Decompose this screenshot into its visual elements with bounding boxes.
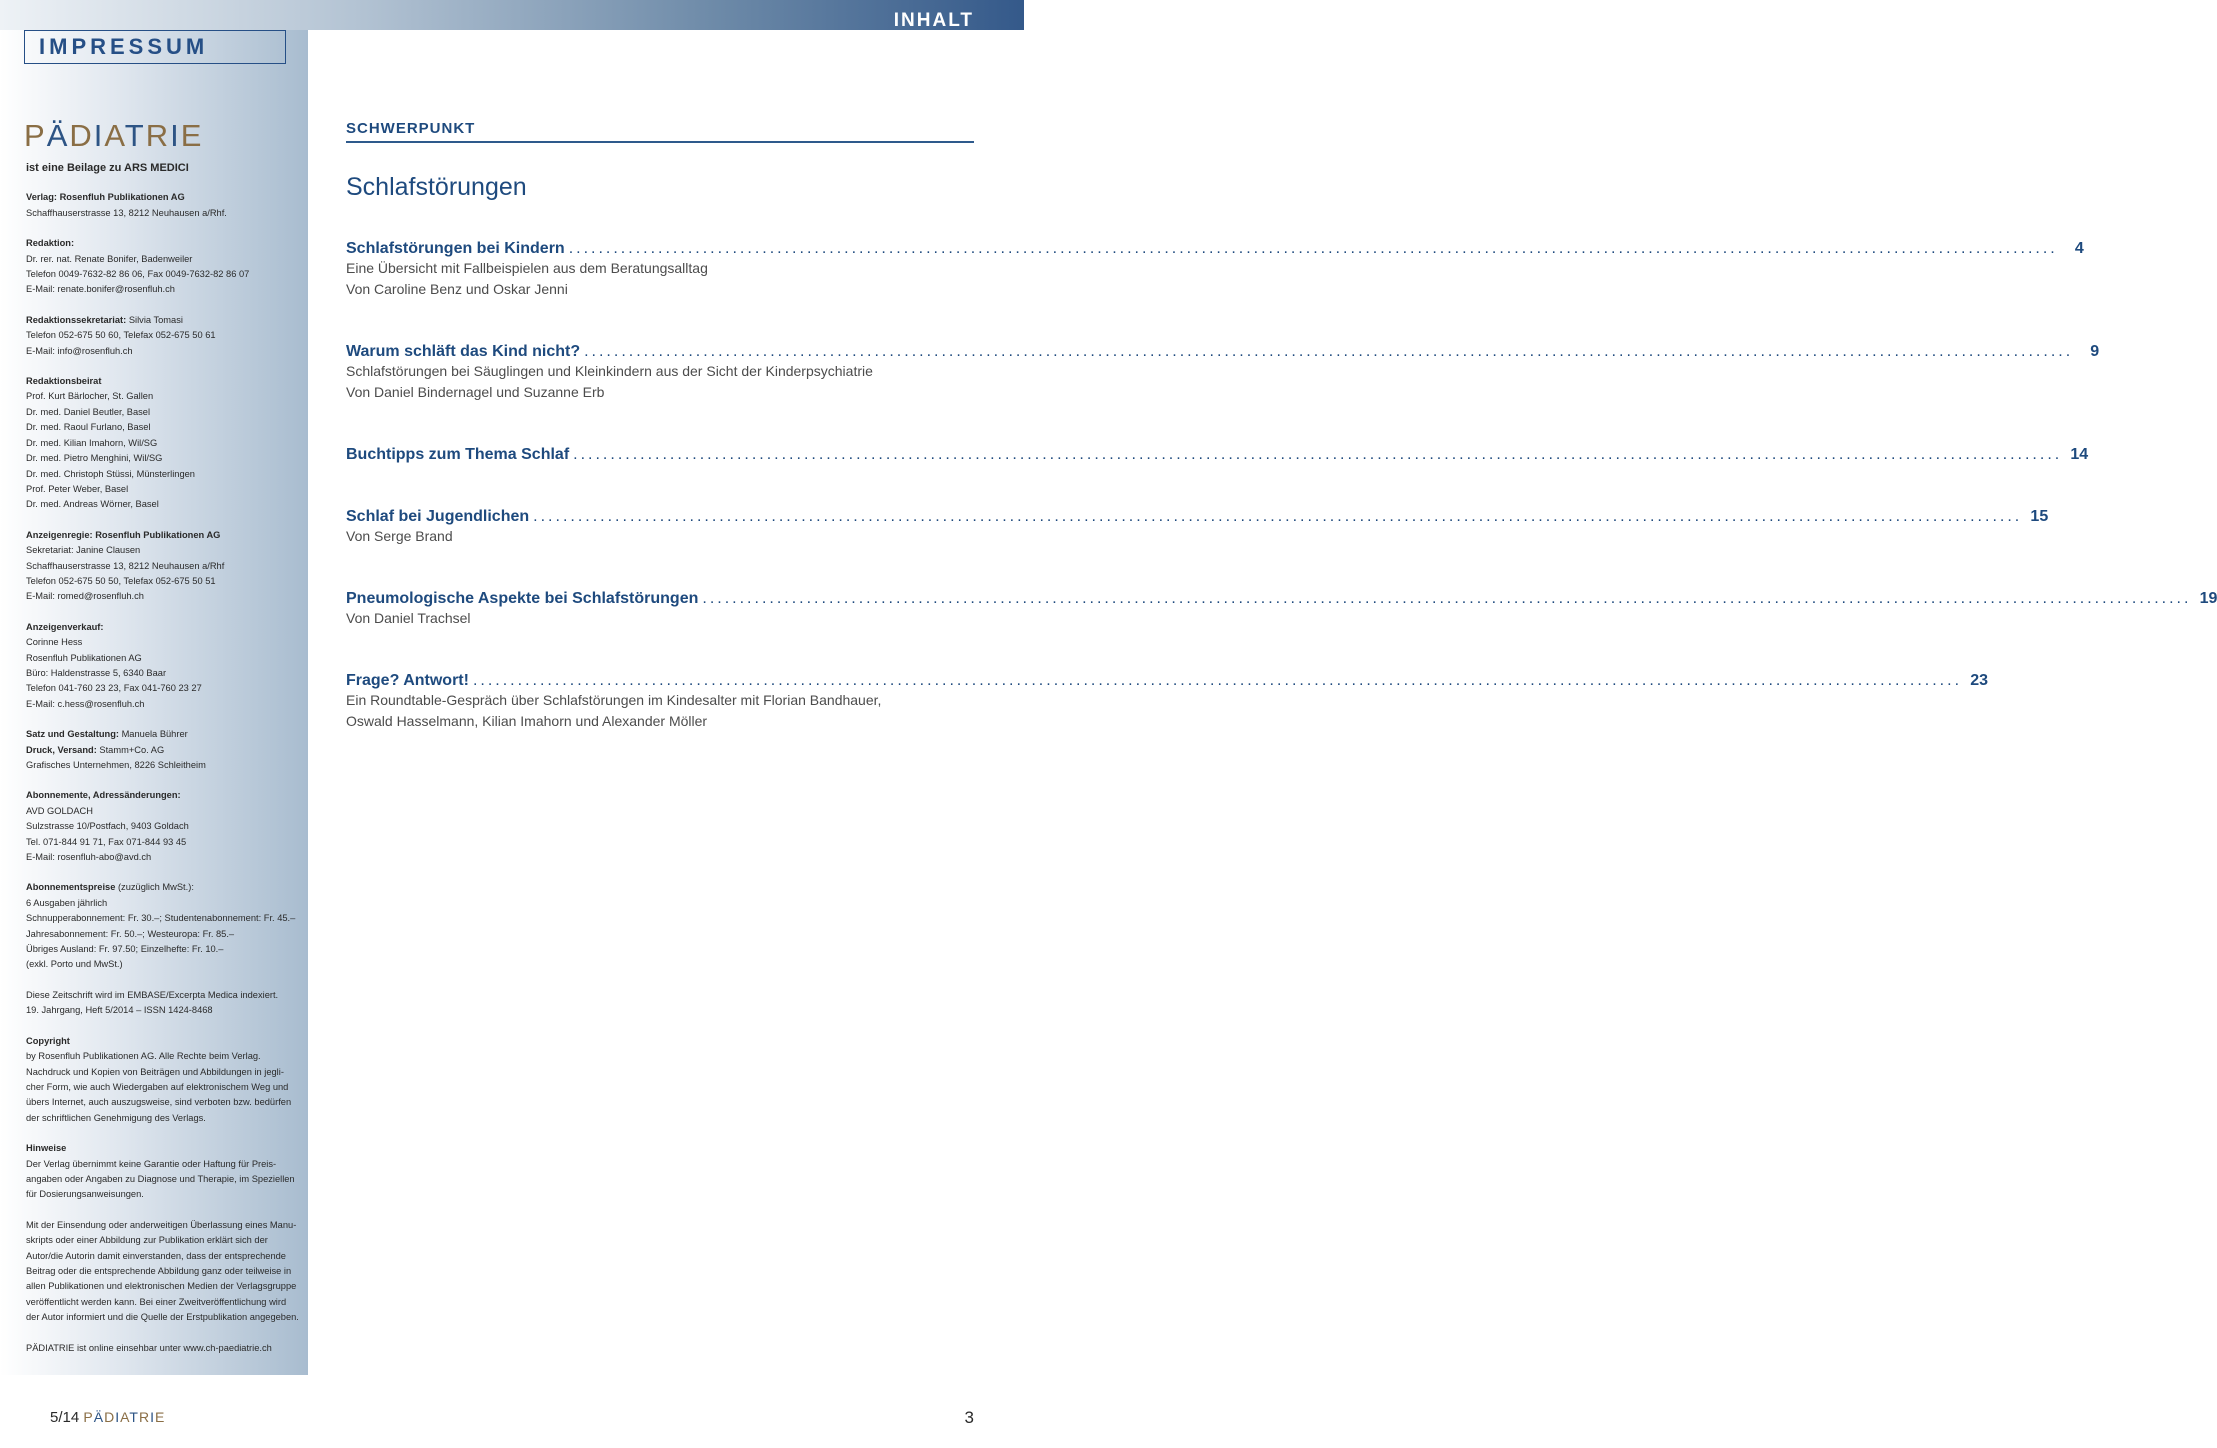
footer-logo [83, 1409, 165, 1425]
impressum-line: der Autor informiert und die Quelle der Erstpublikation angegeben. [26, 1312, 299, 1323]
toc-title-row [346, 508, 2049, 526]
toc-title: Pneumologische Aspekte bei Schlafstörungen [346, 590, 699, 607]
toc-description: Von Caroline Benz und Oskar Jenni [346, 281, 568, 297]
impressum-line: Autor/die Autorin damit einverstanden, dass der entsprechende [26, 1250, 286, 1261]
main-content [346, 120, 2217, 775]
impressum-line: übers Internet, auch auszugsweise, sind verboten bzw. bedürfen [26, 1097, 292, 1108]
impressum-line: Dr. med. Andreas Wörner, Basel [26, 499, 159, 510]
impressum-line: E-Mail: romed@rosenfluh.ch [26, 591, 144, 602]
impressum-line: by Rosenfluh Publikationen AG. Alle Rechte beim Verlag. [26, 1051, 261, 1062]
toc-entry[interactable] [346, 343, 2100, 446]
toc-title-row [346, 343, 2100, 361]
impressum-block [26, 1218, 306, 1326]
impressum-line: Redaktion: [26, 238, 75, 249]
impressum-line: 19. Jahrgang, Heft 5/2014 – ISSN 1424-8468 [26, 1005, 213, 1016]
logo-letter: Ä [46, 118, 70, 153]
impressum-line: (exkl. Porto und MwSt.) [26, 959, 123, 970]
impressum-line: E-Mail: rosenfluh-abo@avd.ch [26, 852, 152, 863]
logo-letter: P [24, 118, 47, 153]
impressum-line: Verlag: Rosenfluh Publikationen AG [26, 192, 185, 203]
toc-title-row [346, 240, 2084, 258]
toc-description: Von Daniel Trachsel [346, 610, 471, 626]
impressum-line: Abonnementspreise (zuzüglich MwSt.): [26, 882, 194, 893]
impressum-line: PÄDIATRIE ist online einsehbar unter www.ch-paediatrie.ch [26, 1342, 272, 1353]
impressum-line: Beitrag oder die entsprechende Abbildung ganz oder teilweise in [26, 1265, 292, 1276]
toc-entry[interactable] [346, 508, 2049, 590]
logo-letter: R [138, 1409, 151, 1425]
logo-letter: A [104, 118, 125, 153]
table-of-contents [346, 240, 2217, 775]
logo-letter: P [83, 1409, 94, 1425]
logo-letter: E [154, 1409, 166, 1425]
logo-letter: D [69, 118, 94, 153]
toc-entry[interactable] [346, 672, 1989, 775]
impressum-line: allen Publikationen und elektronischen Medien der Verlagsgruppe [26, 1281, 297, 1292]
impressum-line: Druck, Versand: Stamm+Co. AG [26, 744, 165, 755]
impressum-block [26, 236, 306, 298]
impressum-line: Dr. med. Christoph Stüssi, Münsterlingen [26, 468, 195, 479]
impressum-block [26, 313, 306, 359]
impressum-blocks [26, 190, 306, 1356]
toc-title-row [346, 446, 2089, 464]
impressum-line: Rosenfluh Publikationen AG [26, 652, 142, 663]
logo-letter: I [115, 1409, 121, 1425]
impressum-line: Büro: Haldenstrasse 5, 6340 Baar [26, 667, 167, 678]
toc-description: Eine Übersicht mit Fallbeispielen aus dem Beratungsalltag [346, 260, 708, 276]
impressum-line: Diese Zeitschrift wird im EMBASE/Excerpta Medica indexiert. [26, 989, 279, 1000]
toc-title-row [346, 672, 1989, 690]
section-label: INHALT [893, 10, 974, 31]
toc-leader-dots: ........................................................................................................................................................................................................ [568, 240, 2058, 257]
toc-leader-dots: ........................................................................................................................................................................................................ [472, 672, 1963, 689]
logo-letter: R [145, 118, 171, 153]
impressum-line: Mit der Einsendung oder anderweitigen Überlassung eines Manu- [26, 1219, 297, 1230]
toc-description: Oswald Hasselmann, Kilian Imahorn und Alexander Möller [346, 713, 708, 729]
impressum-heading: IMPRESSUM [24, 30, 286, 64]
impressum-line: E-Mail: c.hess@rosenfluh.ch [26, 698, 145, 709]
impressum-block [26, 620, 306, 712]
impressum-block [26, 1341, 306, 1356]
impressum-text [26, 161, 306, 1371]
impressum-line: Schaffhauserstrasse 13, 8212 Neuhausen a/Rhf [26, 560, 225, 571]
impressum-line: angaben oder Angaben zu Diagnose und Therapie, im Speziellen [26, 1173, 295, 1184]
toc-description: Ein Roundtable-Gespräch über Schlafstörungen im Kindesalter mit Florian Bandhauer, [346, 692, 882, 708]
toc-leader-dots: ........................................................................................................................................................................................................ [584, 343, 2074, 360]
logo-letter: D [104, 1409, 116, 1425]
impressum-line: Dr. med. Kilian Imahorn, Wil/SG [26, 437, 158, 448]
impressum-line: Telefon 041-760 23 23, Fax 041-760 23 27 [26, 683, 202, 694]
header-bar [0, 0, 1024, 30]
impressum-line: Corinne Hess [26, 637, 83, 648]
logo-letter: I [170, 118, 181, 153]
toc-page-number: 14 [2070, 446, 2089, 463]
toc-leader-dots: ........................................................................................................................................................................................................ [533, 508, 2023, 525]
impressum-line: E-Mail: info@rosenfluh.ch [26, 345, 133, 356]
impressum-line: veröffentlicht werden kann. Bei einer Zweitveröffentlichung wird [26, 1296, 287, 1307]
impressum-line: Sekretariat: Janine Clausen [26, 545, 141, 556]
toc-leader-dots: ........................................................................................................................................................................................................ [573, 446, 2063, 463]
impressum-line: Abonnemente, Adressänderungen: [26, 790, 181, 801]
logo-letter: T [124, 118, 146, 153]
impressum-line: Übriges Ausland: Fr. 97.50; Einzelhefte: Fr. 10.– [26, 944, 224, 955]
impressum-line: Hinweise [26, 1143, 67, 1154]
impressum-line: Nachdruck und Kopien von Beiträgen und Abbildungen in jegli- [26, 1066, 284, 1077]
toc-description: Von Daniel Bindernagel und Suzanne Erb [346, 384, 605, 400]
impressum-line: Schaffhauserstrasse 13, 8212 Neuhausen a/Rhf. [26, 207, 227, 218]
toc-title: Warum schläft das Kind nicht? [346, 343, 581, 360]
impressum-line: Der Verlag übernimmt keine Garantie oder Haftung für Preis- [26, 1158, 277, 1169]
logo-letter: E [180, 118, 204, 153]
impressum-line: Anzeigenverkauf: [26, 621, 104, 632]
impressum-block [26, 988, 306, 1019]
impressum-line: Anzeigenregie: Rosenfluh Publikationen AG [26, 529, 221, 540]
toc-leader-dots: ........................................................................................................................................................................................................ [702, 590, 2192, 607]
impressum-line: Telefon 0049-7632-82 86 06, Fax 0049-7632-82 86 07 [26, 269, 250, 280]
impressum-line: Redaktionsbeirat [26, 376, 102, 387]
impressum-line: der schriftlichen Genehmigung des Verlags. [26, 1112, 206, 1123]
impressum-block [26, 727, 306, 773]
impressum-line: Dr. med. Raoul Furlano, Basel [26, 422, 151, 433]
impressum-line: Dr. rer. nat. Renate Bonifer, Badenweiler [26, 253, 193, 264]
impressum-line: cher Form, wie auch Wiedergaben auf elektronischem Weg und [26, 1081, 289, 1092]
toc-page-number: 19 [2199, 590, 2217, 607]
impressum-line: Sulzstrasse 10/Postfach, 9403 Goldach [26, 821, 189, 832]
toc-title: Schlafstörungen bei Kindern [346, 240, 565, 257]
logo-letter: A [120, 1409, 130, 1425]
section-kicker: SCHWERPUNKT [346, 120, 974, 143]
page-number: 3 [964, 1408, 974, 1427]
impressum-block [26, 528, 306, 605]
toc-title-row [346, 590, 2217, 608]
toc-description: Schlafstörungen bei Säuglingen und Kleinkindern aus der Sicht der Kinderpsychiatrie [346, 363, 873, 379]
footer-issue [50, 1409, 165, 1426]
impressum-tagline: ist eine Beilage zu ARS MEDICI [26, 162, 189, 174]
logo-letter: Ä [93, 1409, 105, 1425]
impressum-line: Redaktionssekretariat: Silvia Tomasi [26, 314, 183, 325]
toc-title: Buchtipps zum Thema Schlaf [346, 446, 570, 463]
impressum-block [26, 788, 306, 865]
toc-page-number: 4 [2074, 240, 2084, 257]
impressum-block [26, 1034, 306, 1126]
impressum-line: Schnupperabonnement: Fr. 30.–; Studentenabonnement: Fr. 45.– [26, 913, 296, 924]
impressum-line: E-Mail: renate.bonifer@rosenfluh.ch [26, 284, 175, 295]
logo-letter: I [150, 1409, 155, 1425]
impressum-line: Telefon 052-675 50 60, Telefax 052-675 50 61 [26, 330, 216, 341]
impressum-block [26, 190, 306, 221]
impressum-line: Grafisches Unternehmen, 8226 Schleitheim [26, 760, 206, 770]
impressum-line: Dr. med. Daniel Beutler, Basel [26, 406, 151, 417]
toc-description: Von Serge Brand [346, 528, 453, 544]
impressum-line: skripts oder einer Abbildung zur Publikation erklärt sich der [26, 1235, 268, 1246]
toc-page-number: 9 [2090, 343, 2100, 360]
page-title: Schlafstörungen [346, 173, 527, 201]
paediatrie-logo [24, 118, 203, 154]
impressum-line: Jahresabonnement: Fr. 50.–; Westeuropa: Fr. 85.– [26, 928, 235, 939]
logo-letter: I [93, 118, 105, 153]
impressum-line: Telefon 052-675 50 50, Telefax 052-675 50 51 [26, 575, 216, 586]
logo-letter: T [129, 1409, 139, 1425]
toc-title: Schlaf bei Jugendlichen [346, 508, 530, 525]
impressum-line: Satz und Gestaltung: Manuela Bührer [26, 729, 188, 740]
toc-page-number: 15 [2030, 508, 2049, 525]
toc-title: Frage? Antwort! [346, 672, 469, 689]
toc-entry[interactable] [346, 446, 2089, 508]
impressum-line: Prof. Kurt Bärlocher, St. Gallen [26, 391, 154, 402]
impressum-block [26, 880, 306, 972]
impressum-block [26, 374, 306, 513]
impressum-line: Tel. 071-844 91 71, Fax 071-844 93 45 [26, 836, 187, 847]
impressum-line: Copyright [26, 1035, 70, 1046]
impressum-block [26, 1141, 306, 1203]
impressum-line: Prof. Peter Weber, Basel [26, 483, 129, 494]
impressum-line: für Dosierungsanweisungen. [26, 1189, 144, 1200]
toc-page-number: 23 [1970, 672, 1989, 689]
toc-entry[interactable] [346, 240, 2084, 343]
issue-number: 5/14 [50, 1409, 80, 1426]
impressum-line: Dr. med. Pietro Menghini, Wil/SG [26, 453, 163, 464]
impressum-line: AVD GOLDACH [26, 805, 93, 816]
toc-entry[interactable] [346, 590, 2217, 672]
impressum-line: 6 Ausgaben jährlich [26, 897, 108, 908]
